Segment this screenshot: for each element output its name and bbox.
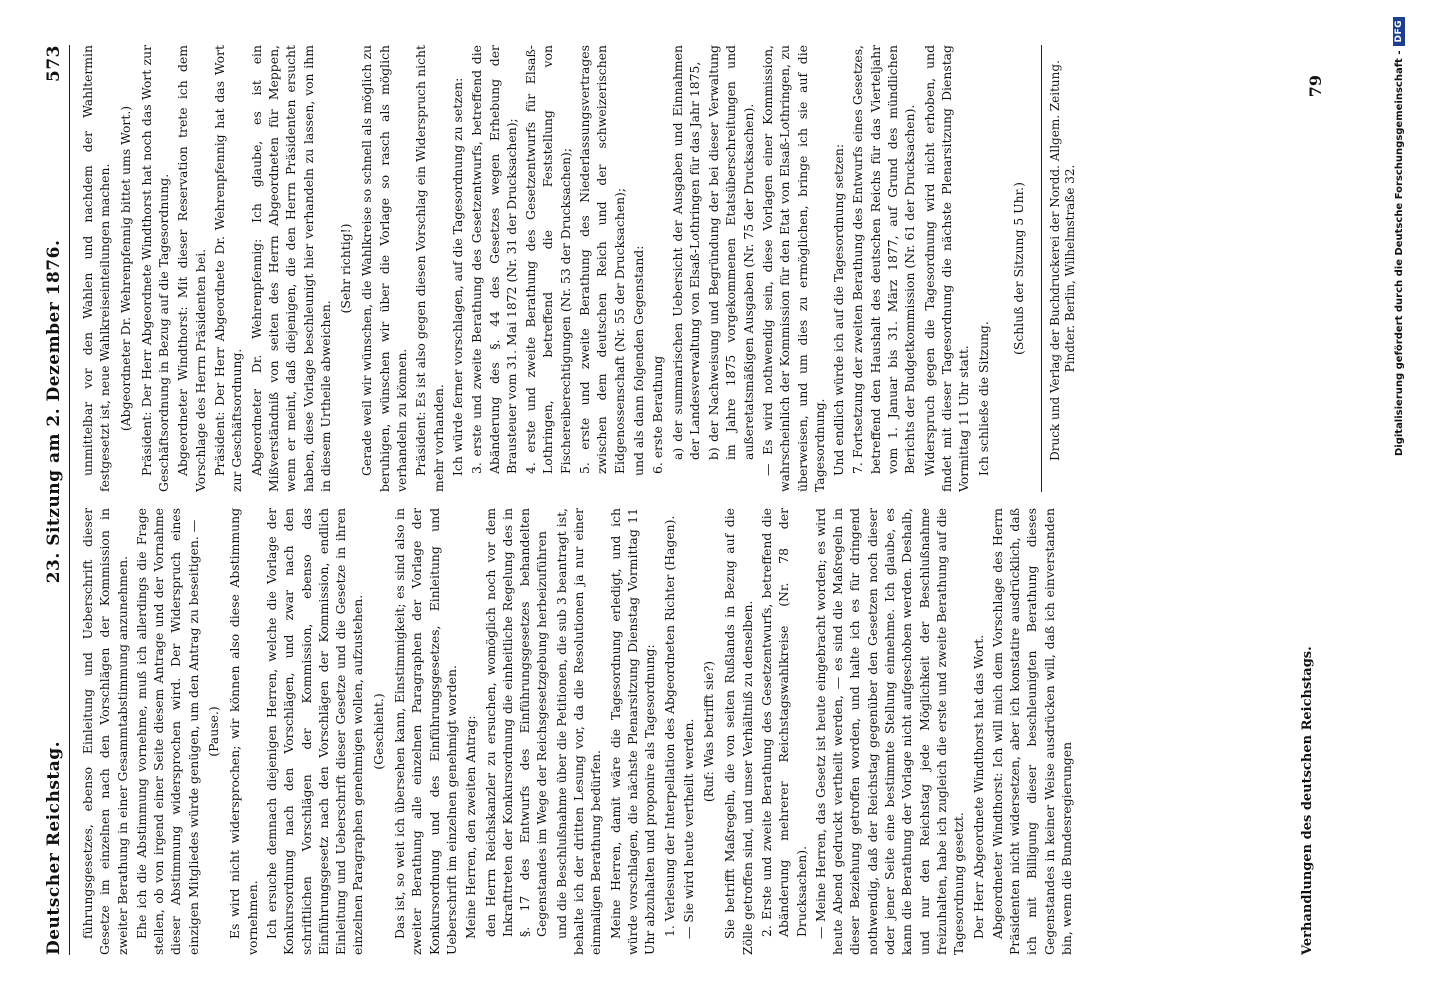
document-page — [21, 5, 1411, 995]
footer-publication: Verhandlungen des deutschen Reichstags. — [1300, 646, 1315, 955]
paragraph: Präsident: Es ist also gegen diesen Vorschlag ein Widerspruch nicht mehr vorhanden. — [413, 45, 446, 492]
paragraph: Präsident: Der Herr Abgeordnete Dr. Wehrenpfennig hat das Wort zur Geschäftsordnung. — [212, 45, 245, 492]
paragraph: 2. Erste und zweite Berathung des Gesetzentwurfs, betreffend die Abänderung mehrerer Reichstagswahlkreise (Nr. 78 der Drucksachen). — [758, 508, 809, 937]
paragraph: — Es wird nothwendig sein, diese Vorlagen einer Kommission, wahrscheinlich der Kommission für den Etat von Elsaß-Lothringen, zu überweisen, und um dies zu ermöglichen, bringe ich sie auf die Tagesordnung. — [759, 45, 827, 492]
paragraph: und die Beschlußnahme über die Petitionen, die sub 3 beantragt ist, behalte ich der dritten Lesung vor, da die Resolutionen ja nur einer einmaligen Berathung bedürfen. — [553, 508, 604, 955]
paragraph: (Ruf: Was betrifft sie?) — [701, 660, 717, 803]
paragraph: (Schluß der Sitzung 5 Uhr.) — [1010, 182, 1026, 355]
paragraph: Ich würde ferner vorschlagen, auf die Tagesordnung zu setzen: — [449, 77, 465, 476]
paragraph: Sie betrifft Maßregeln, die von seiten Rußlands in Bezug auf die Zölle getroffen sind, und unser Verhältniß zu denselben. — [722, 508, 755, 955]
page-header — [39, 45, 70, 955]
paragraph: Der Herr Abgeordnete Windthorst hat das Wort. — [970, 634, 986, 939]
paragraph: führungsgesetzes, ebenso Einleitung und Ueberschrift dieser Gesetze im einzelnen nach den Vorschlägen der Kommission in zweiter Berathung in einer Gesammtabstimmung anzunehmen. — [80, 508, 130, 955]
paragraph: a) der summarischen Uebersicht der Ausgaben und Einnahmen der Landesverwaltung von Elsaß-Lothringen für das Jahr 1875, — [669, 45, 702, 460]
paragraph: Das ist, so weit ich übersehen kann, Einstimmigkeit; es sind also in zweiter Berathung alle einzelnen Paragraphen der Vorlage der Konkursordnung und des Einführungsgesetzes, Einleitung und Ueberschrift im einzelnen genehmigt worden. — [392, 508, 459, 955]
paragraph: Es wird nicht widersprochen; wir können also diese Abstimmung vornehmen. — [227, 508, 260, 955]
printer-rule — [1041, 45, 1042, 492]
paragraph: b) der Nachweisung und Begründung der bei dieser Verwaltung im Jahre 1875 vorgekommenen Etatsüberschreitungen und außeretatsmäßigen Ausgaben (Nr. 75 der Drucksachen). — [706, 45, 756, 460]
paragraph: unmittelbar vor den Wahlen und nachdem der Wahltermin festgesetzt ist, neue Wahlkreiseinteilungen machen. — [80, 45, 113, 492]
sheet-number: 79 — [1306, 75, 1325, 98]
paragraph: 4. erste und zweite Berathung des Gesetzentwurfs für Elsaß-Lothringen, betreffend die Feststellung von Fischereiberechtigungen (Nr. 53 der Drucksachen); — [523, 45, 573, 474]
paragraph: 1. Verlesung der Interpellation des Abgeordneten Richter (Hagen). — [661, 515, 677, 937]
right-column — [79, 45, 1301, 492]
text-columns — [79, 45, 1301, 955]
digitization-stamp — [1391, 5, 1407, 995]
paragraph: (Pause.) — [206, 706, 222, 757]
paragraph: Widerspruch gegen die Tagesordnung wird nicht erhoben, und findet mit dieser Tagesordnung die nächste Plenarsitzung Dienstag Vormittag 11 Uhr statt. — [921, 45, 972, 492]
header-title: Deutscher Reichstag. — [44, 740, 64, 955]
paragraph: den Herrn Reichskanzler zu ersuchen, womöglich noch vor dem Inkrafttreten der Konkursordnung die einheitliche Regelung des in §. 17 des Entwurfs des Einführungsgesetzes behandelten Gegenstandes im Wege der Reichsgesetzgebung herbeizuführen — [482, 508, 550, 937]
paragraph: Präsident: Der Herr Abgeordnete Windthorst hat noch das Wort zur Geschäftsordnung in Bezug auf die Tagesordnung. — [138, 45, 172, 492]
paragraph: Abgeordneter Windthorst: Mit dieser Reservation trete ich dem Vorschlage des Herrn Präsidenten bei. — [175, 45, 208, 492]
paragraph: (Sehr richtig!) — [338, 223, 354, 314]
paragraph: 6. erste Berathung — [650, 355, 666, 474]
digitization-text: Digitalisierung gefördert durch die Deutsche Forschungsgemeinschaft - — [1393, 50, 1405, 457]
paragraph: Abgeordneter Dr. Wehrenpfennig: Ich glaube, es ist ein Mißverständniß von seiten des Herrn Abgeordneten für Meppen, wenn er meint, daß diejenigen, die den Herrn Präsidenten ersucht haben, diese Vorlage beschleunigt hier verhandeln zu lassen, von ihm in diesem Urtheile abweichen. — [248, 45, 333, 492]
paragraph: 5. erste und zweite Berathung des Niederlassungsvertrages zwischen dem deutschen Reich und der schweizerischen Eidgenossenschaft (Nr. 55 der Drucksachen); — [577, 45, 627, 474]
printer-line: Druck und Verlag der Buchdruckerei der Nordd. Allgem. Zeitung. Pindter. Berlin, Wilhelmstraße 32. — [1048, 60, 1078, 461]
page-number: 573 — [44, 45, 64, 82]
paragraph: Und endlich würde ich auf die Tagesordnung setzen: — [831, 143, 847, 476]
paragraph: — Sie wird heute vertheilt werden. — [680, 718, 696, 939]
paragraph: Ehe ich die Abstimmung vornehme, muß ich allerdings die Frage stellen, ob von irgend einer Seite diesem Antrage und der Vornahme dieser Abstimmung widersprochen wird. Der Widerspruch eines einzigen Mitgliedes würde genügen, um den Antrag zu beseitigen. — — [133, 508, 201, 955]
paragraph: 7. Fortsetzung der zweiten Berathung des Entwurfs eines Gesetzes, betreffend den Haushalt des deutschen Reichs für das Vierteljahr vom 1. Januar bis 31. März 1877, auf Grund des mündlichen Berichts der Budgetkommission (Nr. 61 der Drucksachen). — [850, 45, 918, 474]
paragraph: (Abgeordneter Dr. Wehrenpfennig bittet ums Wort.) — [117, 105, 133, 432]
paragraph: Ich schließe die Sitzung. — [975, 321, 991, 476]
paragraph: Meine Herren, damit wäre die Tagesordnung erledigt, und ich würde vorschlagen, die nächste Plenarsitzung Dienstag Vormittag 11 Uhr abzuhalten und proponire als Tagesordnung: — [607, 508, 658, 955]
paragraph: Ich ersuche demnach diejenigen Herren, welche die Vorlage der Konkursordnung nach den Vorschlägen, und zwar nach den schriftlichen Vorschlägen der Kommission, ebenso das Einführungsgesetz nach den Vorschlägen der Kommission, endlich Einleitung und Ueberschrift dieser Gesetze und die Gesetze in ihren einzelnen Paragraphen genehmigen wollen, aufzustehen. — [263, 508, 366, 955]
paragraph: — Meine Herren, das Gesetz ist heute eingebracht worden; es wird heute Abend gedruckt vertheilt werden, — es sind die Maßregeln in dieser Beziehung getroffen worden, und halte ich es für dringend nothwendig, daß der Reichstag gegenüber den Gesetzen noch dieser oder jener Seite eine bestimmte Stellung einnehme. Ich glaube, es kann die Berathung der Vorlage nicht aufgeschoben werden. Deshalb, und nur den Reichstag jede Möglichkeit der Beschlußnahme freizuhalten, habe ich zugleich die erste und zweite Berathung auf die Tagesordnung gesetzt. — [812, 508, 967, 955]
header-session: 23. Sitzung am 2. Dezember 1876. — [44, 239, 64, 584]
dfg-logo: DFG — [1393, 17, 1405, 46]
paragraph: (Geschieht.) — [370, 693, 386, 770]
paragraph: Abgeordneter Windthorst: Ich will mich dem Vorschlage des Herrn Präsidenten nicht widersetzen, aber ich konstatire ausdrücklich, daß ich mit Billigung dieser beschleunigten Berathung dieses Gegenstandes in keiner Weise ausdrücken will, daß ich einverstanden bin, wenn die Bundesregierungen — [989, 508, 1075, 955]
left-column — [79, 508, 1301, 955]
paragraph: Meine Herren, den zweiten Antrag: — [463, 715, 479, 939]
paragraph: Gerade weil wir wünschen, die Wahlkreise so schnell als möglich zu beruhigen, wünschen wir über die Vorlage so rasch als möglich verhandeln zu können. — [359, 45, 410, 492]
paragraph: und als dann folgenden Gegenstand: — [630, 245, 646, 476]
paragraph: 3. erste und zweite Berathung des Gesetzentwurfs, betreffend die Abänderung des §. 44 des Gesetzes wegen Erhebung der Brausteuer vom 31. Mai 1872 (Nr. 31 der Drucksachen); — [469, 45, 519, 474]
